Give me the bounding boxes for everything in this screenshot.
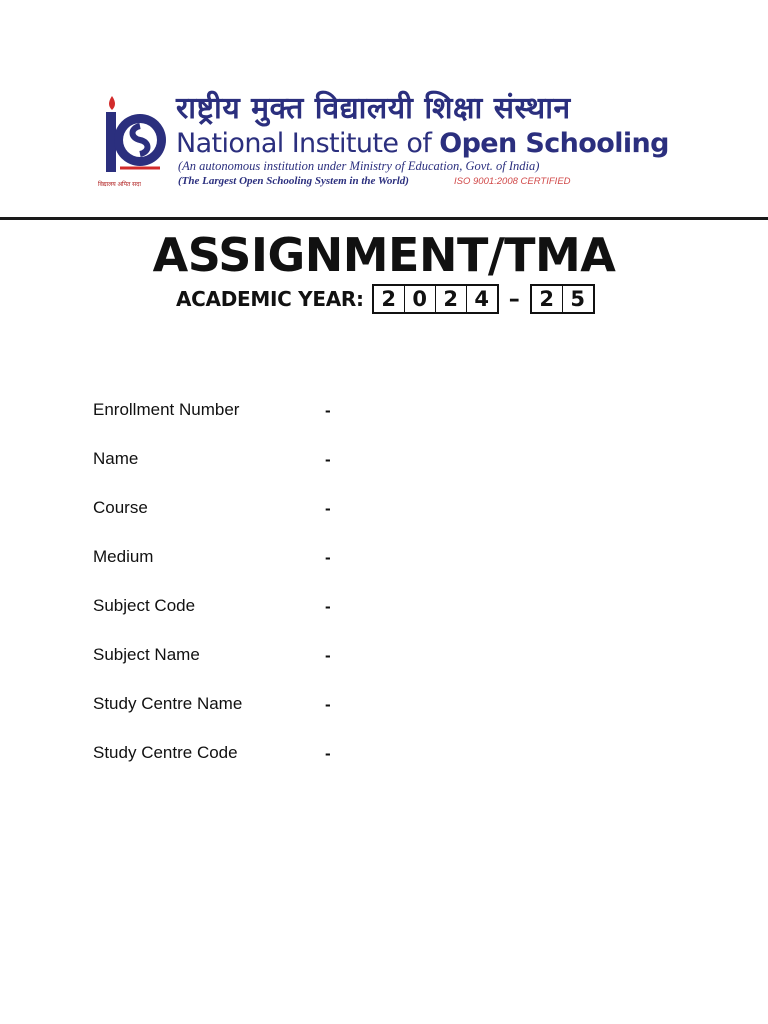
form-row-medium xyxy=(93,547,693,596)
institution-name-english xyxy=(176,128,669,159)
year-digit: 2 xyxy=(436,286,467,312)
field-separator: - xyxy=(325,548,331,567)
field-separator: - xyxy=(325,401,331,420)
form-row-subject-code xyxy=(93,596,693,645)
year-digit: 5 xyxy=(570,287,586,311)
academic-year-label: ACADEMIC YEAR: xyxy=(176,287,364,311)
field-separator: - xyxy=(325,695,331,714)
form-row-enrollment-number xyxy=(93,400,693,449)
field-label: Course xyxy=(93,498,148,517)
field-label: Subject Name xyxy=(93,645,200,664)
page-title: ASSIGNMENT/TMA xyxy=(152,228,616,282)
field-label: Subject Code xyxy=(93,596,196,615)
field-label: Medium xyxy=(93,547,154,566)
field-label: Study Centre Name xyxy=(93,694,243,713)
institution-header xyxy=(96,88,676,198)
field-separator: - xyxy=(325,744,331,763)
logo-caption: विद्यालय अपित सदा xyxy=(98,182,141,188)
form-row-name xyxy=(93,449,693,498)
field-label: Enrollment Number xyxy=(93,400,240,419)
academic-year xyxy=(176,283,595,315)
field-label: Study Centre Code xyxy=(93,743,238,762)
institution-name-bold: Open Schooling xyxy=(439,128,669,159)
field-label: Name xyxy=(93,449,139,468)
year-digit: 0 xyxy=(405,286,436,312)
year-digit: 2 xyxy=(374,286,405,312)
field-separator: - xyxy=(325,646,331,665)
nios-logo-icon xyxy=(100,94,168,182)
field-separator: - xyxy=(325,499,331,518)
form-row-study-centre-code xyxy=(93,743,693,792)
field-separator: - xyxy=(325,450,331,469)
institution-name-hindi: राष्ट्रीय मुक्त विद्यालयी शिक्षा संस्थान xyxy=(176,91,571,126)
institution-tagline: (The Largest Open Schooling System in the World) xyxy=(178,175,409,187)
year-start-box xyxy=(372,284,499,314)
year-end-box xyxy=(530,284,595,314)
form-row-course xyxy=(93,498,693,547)
form-row-subject-name xyxy=(93,645,693,694)
year-digit: 4 xyxy=(474,287,490,311)
institution-name-regular: National Institute of xyxy=(176,128,440,159)
form-row-study-centre-name xyxy=(93,694,693,743)
year-digit: 2 xyxy=(532,286,563,312)
field-separator: - xyxy=(325,597,331,616)
institution-subtitle: (An autonomous institution under Ministry of Education, Govt. of India) xyxy=(178,159,540,173)
iso-certification: ISO 9001:2008 CERTIFIED xyxy=(454,176,571,187)
student-details-form xyxy=(93,400,693,792)
header-divider xyxy=(0,217,768,220)
year-separator: – xyxy=(508,286,520,312)
